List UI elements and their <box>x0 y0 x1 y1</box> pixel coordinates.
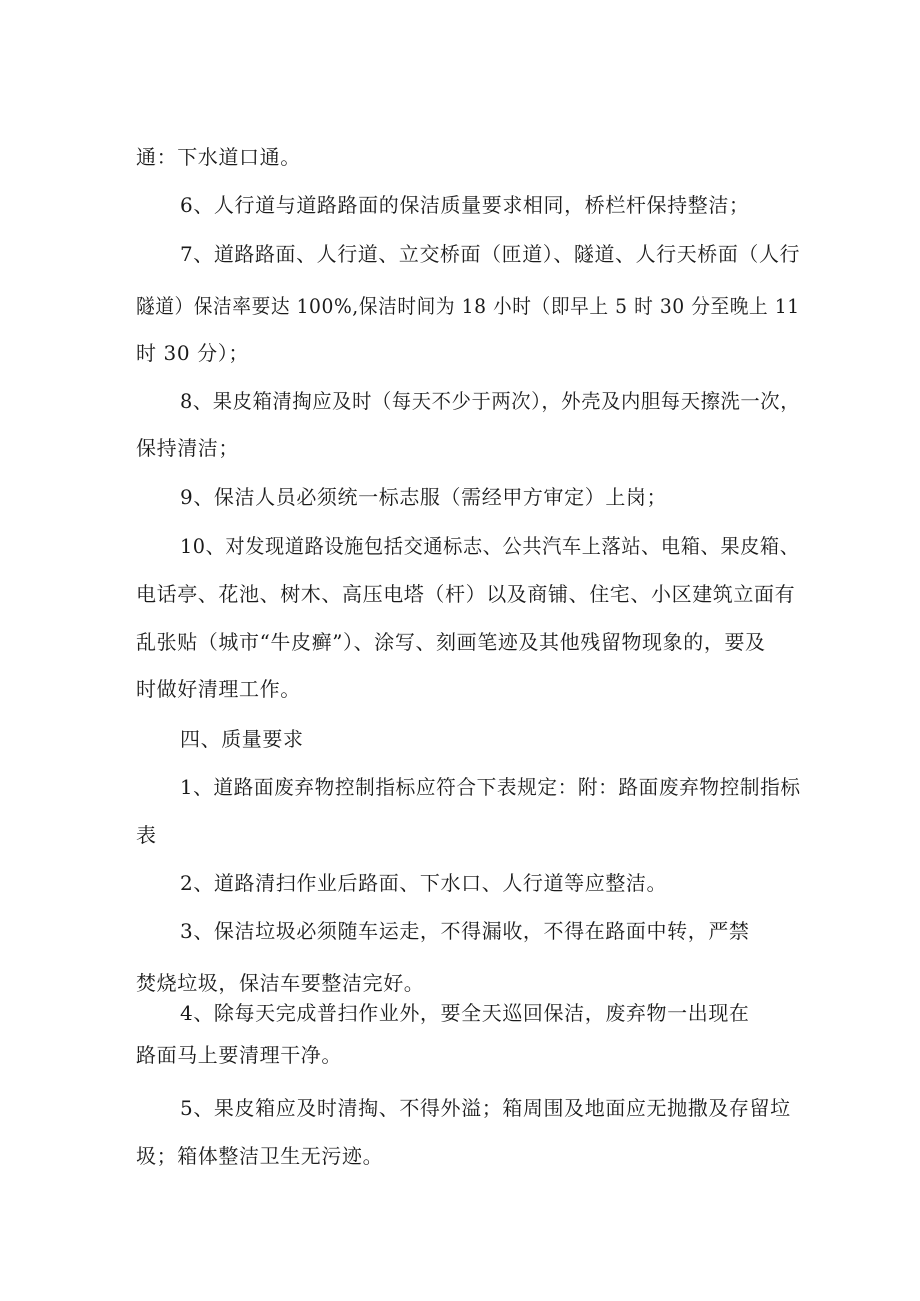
text-line-item-10: 10、对发现道路设施包括交通标志、公共汽车上落站、电箱、果皮箱、 <box>180 534 800 558</box>
text-line-quality-5-cont: 圾；箱体整洁卫生无污迹。 <box>136 1144 384 1168</box>
text-line-quality-1-cont: 表 <box>136 823 157 847</box>
text-line-quality-3: 3、保洁垃圾必须随车运走，不得漏收，不得在路面中转，严禁 <box>180 919 750 943</box>
text-line-item-10-cont-3: 时做好清理工作。 <box>136 677 301 701</box>
section-heading-quality: 四、质量要求 <box>180 727 304 751</box>
text-line-continuation-1: 通：下水道口通。 <box>136 145 301 169</box>
text-line-item-8-cont: 保持清洁； <box>136 436 239 460</box>
text-line-item-10-cont-2: 乱张贴（城市“牛皮癣”）、涂写、刻画笔迹及其他残留物现象的，要及 <box>136 630 766 654</box>
text-line-quality-2: 2、道路清扫作业后路面、下水口、人行道等应整洁。 <box>180 871 668 895</box>
text-line-quality-3-cont: 焚烧垃圾，保洁车要整洁完好。 <box>136 971 425 995</box>
text-line-item-6: 6、人行道与道路路面的保洁质量要求相同，桥栏杆保持整洁； <box>180 193 750 217</box>
text-line-item-9: 9、保洁人员必须统一标志服（需经甲方审定）上岗； <box>180 485 668 509</box>
text-line-quality-1: 1、道路面废弃物控制指标应符合下表规定：附：路面废弃物控制指标 <box>180 775 801 799</box>
text-line-item-7: 7、道路路面、人行道、立交桥面（匝道）、隧道、人行天桥面（人行 <box>180 242 801 266</box>
text-line-quality-4: 4、除每天完成普扫作业外，要全天巡回保洁，废弃物一出现在 <box>180 1001 750 1025</box>
text-line-quality-5: 5、果皮箱应及时清掏、不得外溢；箱周围及地面应无抛撒及存留垃 <box>180 1096 791 1120</box>
text-line-item-10-cont-1: 电话亭、花池、树木、高压电塔（杆）以及商铺、住宅、小区建筑立面有 <box>136 582 796 606</box>
text-line-item-7-cont-2: 时 30 分）； <box>136 341 249 365</box>
text-line-item-7-cont-1: 隧道）保洁率要达 100%,保洁时间为 18 小时（即早上 5 时 30 分至晚上 11 <box>136 294 800 318</box>
text-line-item-8: 8、果皮箱清掏应及时（每天不少于两次），外壳及内胆每天擦洗一次， <box>180 389 801 413</box>
text-line-quality-4-cont: 路面马上要清理干净。 <box>136 1043 342 1067</box>
